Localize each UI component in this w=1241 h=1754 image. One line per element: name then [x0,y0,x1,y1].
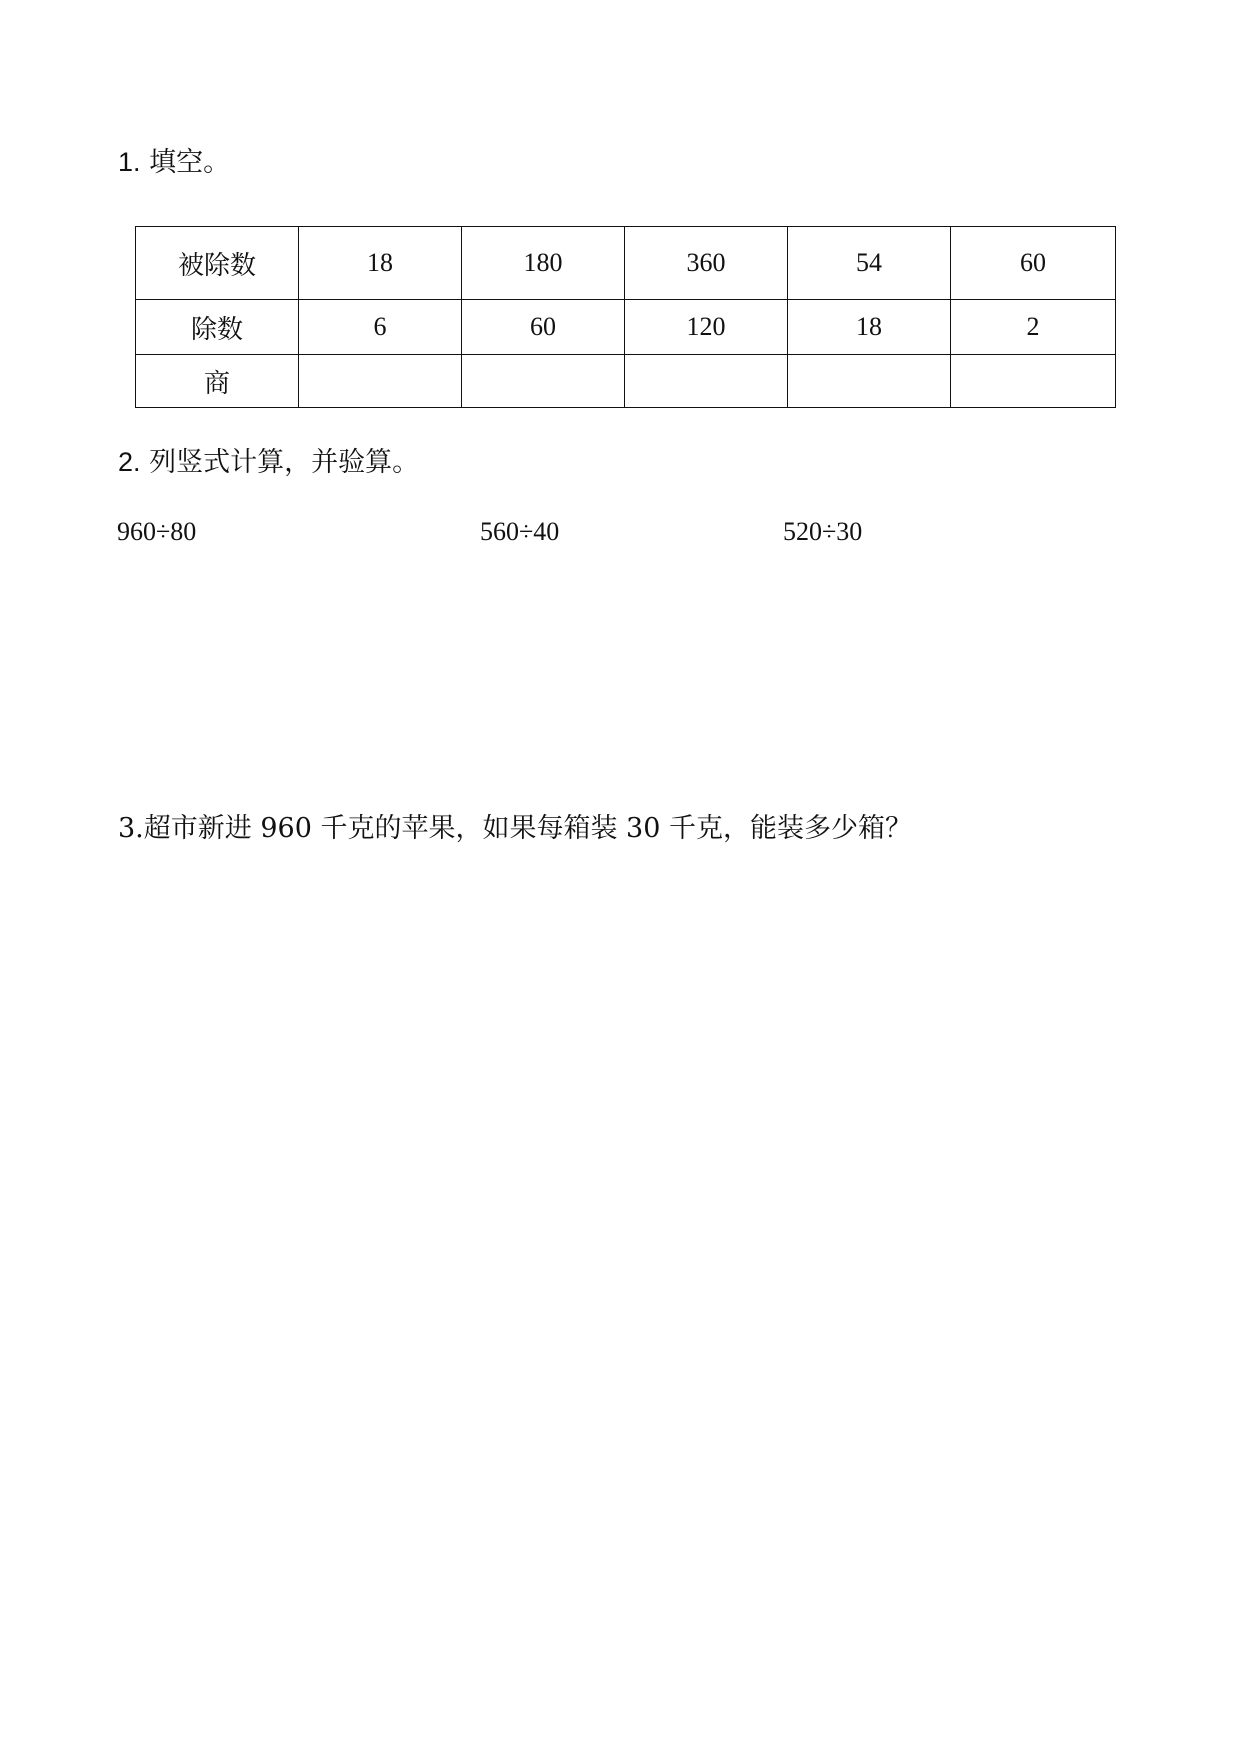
quotient-answer-cell[interactable] [951,355,1116,408]
question-1-number: 1. [118,147,141,177]
dividend-cell: 60 [951,227,1116,300]
divisor-cell: 6 [299,300,462,355]
dividend-cell: 54 [788,227,951,300]
question-1-heading [118,145,230,180]
divisor-cell: 60 [462,300,625,355]
dividend-cell: 180 [462,227,625,300]
question-2-number: 2. [118,447,141,477]
divisor-cell: 120 [625,300,788,355]
question-2-text: 列竖式计算，并验算。 [149,447,420,478]
division-table [135,226,1116,408]
table-row-quotient [136,355,1116,408]
divisor-cell: 18 [788,300,951,355]
quotient-answer-cell[interactable] [625,355,788,408]
quotient-answer-cell[interactable] [462,355,625,408]
table-row-dividend [136,227,1116,300]
division-expression: 520÷30 [783,517,863,546]
quotient-answer-cell[interactable] [299,355,462,408]
row-label-dividend: 被除数 [136,227,299,300]
dividend-cell: 360 [625,227,788,300]
dividend-cell: 18 [299,227,462,300]
table-row-divisor [136,300,1116,355]
division-expression: 560÷40 [480,517,560,546]
quotient-answer-cell[interactable] [788,355,951,408]
row-label-divisor: 除数 [136,300,299,355]
question-1-text: 填空。 [149,147,231,178]
question-2-heading [118,445,419,480]
division-expression: 960÷80 [117,517,197,546]
question-3-text: 3.超市新进 960 千克的苹果，如果每箱装 30 千克，能装多少箱？ [118,813,912,844]
divisor-cell: 2 [951,300,1116,355]
row-label-quotient: 商 [136,355,299,408]
